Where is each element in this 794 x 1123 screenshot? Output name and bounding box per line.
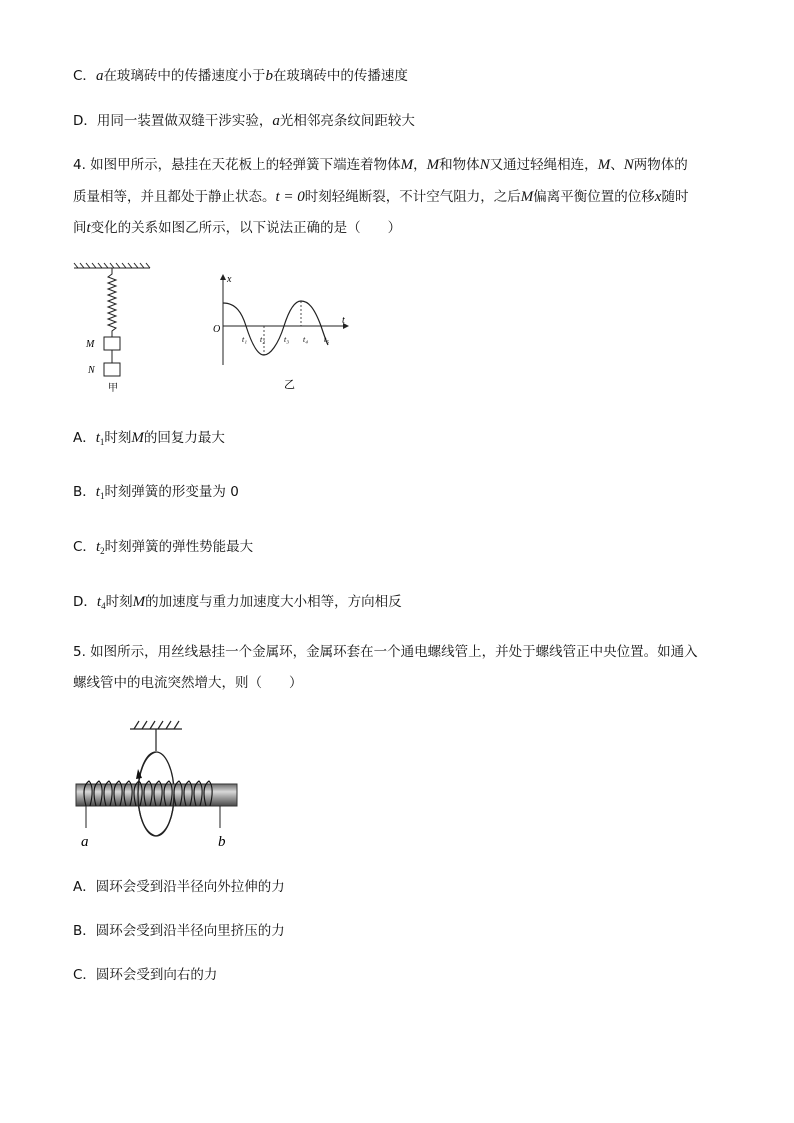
spring xyxy=(108,268,116,337)
label-t: t xyxy=(342,315,345,326)
q4-option-c: C．$t_2$时刻弹簧的弹性势能最大 xyxy=(73,539,254,556)
tick-t2: t₂ xyxy=(260,335,266,344)
label-origin: O xyxy=(213,324,221,335)
label-m: M xyxy=(86,339,95,350)
label-a: a xyxy=(81,834,89,850)
label-x: x xyxy=(227,274,232,285)
solenoid-rod xyxy=(76,784,237,806)
q4-stem-line2: 质量相等，并且都处于静止状态。t = 0时刻轻绳断裂，不计空气阻力，之后M偏离平衡位置的位移x随时 xyxy=(73,189,689,205)
caption-yi: 乙 xyxy=(284,378,295,391)
block-m xyxy=(104,337,120,350)
tick-t4: t₄ xyxy=(303,335,309,344)
q4-stem-line3: 间t变化的关系如图乙所示，以下说法正确的是（ ） xyxy=(73,220,402,236)
q3-option-d: D．用同一装置做双缝干涉实验，a光相邻亮条纹间距较大 xyxy=(73,113,415,129)
q4-option-a: A．$t_1$时刻M的回复力最大 xyxy=(73,430,225,447)
displacement-curve xyxy=(223,301,328,355)
q5-stem-line1: 5. 如图所示，用丝线悬挂一个金属环，金属环套在一个通电螺线管上，并处于螺线管正中央位置。如通入 xyxy=(73,644,698,660)
caption-jia: 甲 xyxy=(108,383,118,394)
q4-figure-xt-graph xyxy=(200,265,360,395)
q5-option-c: C．圆环会受到向右的力 xyxy=(73,967,218,983)
label-n: N xyxy=(88,365,95,376)
q4-stem-line1: 4. 如图甲所示，悬挂在天花板上的轻弹簧下端连着物体M，M和物体N又通过轻绳相连，M、N两物体的 xyxy=(73,157,688,173)
tick-t3: t₃ xyxy=(284,335,290,344)
tick-t1: t₁ xyxy=(242,335,248,344)
ceiling xyxy=(74,263,150,268)
tick-t5: t₅ xyxy=(324,335,330,344)
q4-figure-spring-system xyxy=(70,260,160,395)
block-n xyxy=(104,363,120,376)
q5-option-a: A．圆环会受到沿半径向外拉伸的力 xyxy=(73,879,285,895)
label-b: b xyxy=(218,834,226,850)
q5-option-b: B．圆环会受到沿半径向里挤压的力 xyxy=(73,923,285,939)
q3-option-c: C．a在玻璃砖中的传播速度小于b在玻璃砖中的传播速度 xyxy=(73,68,408,84)
q4-option-d: D．$t_4$时刻M的加速度与重力加速度大小相等，方向相反 xyxy=(73,594,402,611)
ceiling xyxy=(130,721,182,729)
q4-option-b: B．$t_1$时刻弹簧的形变量为 0 xyxy=(73,484,239,501)
q5-stem-line2: 螺线管中的电流突然增大，则（ ） xyxy=(73,675,303,691)
q5-figure-solenoid xyxy=(72,715,247,855)
